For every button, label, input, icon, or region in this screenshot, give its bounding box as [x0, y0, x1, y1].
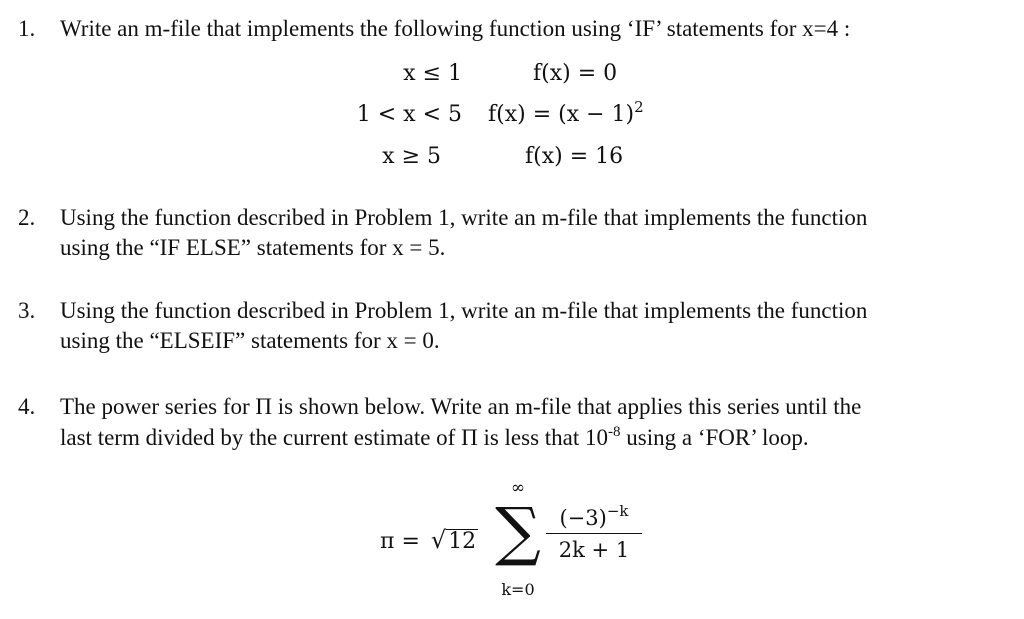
series-lhs: [380, 526, 478, 554]
problem-4-exponent: -8: [608, 424, 621, 440]
piecewise-function-2: [488, 98, 644, 129]
problem-4-number: 4.: [18, 394, 36, 419]
problem-3-number: 3.: [18, 298, 36, 323]
sqrt-expression: [427, 526, 478, 554]
sum-upper-limit: ∞: [510, 478, 526, 498]
problem-1-text: Write an m-file that implements the following function using ‘IF’ statements for x=4 :: [60, 16, 851, 41]
fraction-denominator: 2k + 1: [558, 538, 630, 562]
piecewise-function-2-exponent: 2: [634, 98, 644, 116]
piecewise-function-3: f(x) = 16: [525, 144, 624, 169]
summation: [488, 470, 548, 610]
problem-4-line-1: The power series for Π is shown below. Write an m-file that applies this series until the: [60, 394, 862, 419]
series-fraction: [546, 502, 642, 562]
problem-2-number: 2.: [18, 205, 36, 230]
radical-sign-icon: √: [430, 526, 447, 554]
problem-3-line-1: Using the function described in Problem 1, write an m-file that implements the function: [60, 298, 868, 323]
problem-2-line-2: using the “IF ELSE” statements for x = 5.: [60, 235, 446, 260]
series-pi-equals: π =: [380, 529, 427, 554]
sum-lower-limit: k=0: [501, 580, 535, 599]
numerator-exponent: −k: [606, 502, 629, 520]
piecewise-function-1: f(x) = 0: [533, 61, 618, 86]
problem-1-number: 1.: [18, 16, 36, 41]
problem-4-line-2-end: using a ‘FOR’ loop.: [620, 425, 809, 450]
problem-4-line-2: [60, 423, 1000, 453]
piecewise-condition-3: x ≥ 5: [382, 144, 441, 169]
numerator-base: (−3): [559, 506, 607, 530]
piecewise-function-2-base: f(x) = (x − 1): [488, 102, 635, 127]
pi-series-formula: [380, 470, 660, 610]
sqrt-radicand: 12: [448, 529, 477, 554]
piecewise-condition-2: 1 < x < 5: [356, 102, 462, 127]
problem-2-line-1: Using the function described in Problem 1, write an m-file that implements the function: [60, 205, 868, 230]
problem-3-line-2: using the “ELSEIF” statements for x = 0.: [60, 328, 440, 353]
piecewise-condition-1: x ≤ 1: [403, 61, 462, 86]
fraction-numerator: [546, 502, 642, 534]
sigma-symbol: ∑: [495, 495, 541, 569]
problem-4-line-2-start: last term divided by the current estimate of Π is less that 10: [60, 425, 609, 450]
